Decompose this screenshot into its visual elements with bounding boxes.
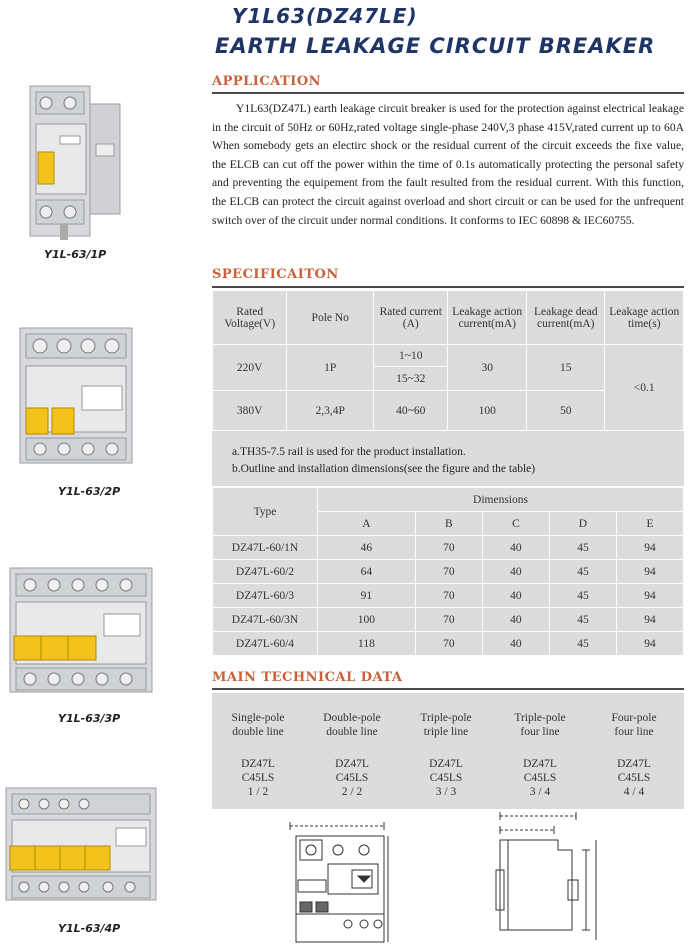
technical-divider <box>212 688 684 690</box>
tech-line2: four line <box>520 726 560 738</box>
dim-value: 40 <box>482 584 549 608</box>
technical-column <box>212 711 304 799</box>
spec-note-a: a.TH35-7.5 rail is used for the product installation. <box>232 446 466 458</box>
dim-type: DZ47L-60/3 <box>213 584 318 608</box>
model-title: Y1L63(DZ47LE) <box>232 4 418 28</box>
dim-value: 70 <box>415 584 482 608</box>
spec-note-b: b.Outline and installation dimensions(see the figure and the table) <box>232 463 536 475</box>
tech-line2: double line <box>232 726 284 738</box>
product-caption-2p: Y1L-63/2P <box>58 485 121 498</box>
table-row <box>213 632 684 656</box>
dim-value: 64 <box>318 560 416 584</box>
dim-value: 45 <box>549 608 616 632</box>
tech-model1: DZ47L <box>429 758 463 770</box>
dimensions-table <box>212 487 684 656</box>
dim-value: 40 <box>482 608 549 632</box>
tech-line1: Four-pole <box>611 712 657 724</box>
technical-column <box>588 711 680 799</box>
breaker-4p-image <box>4 786 162 914</box>
dim-type: DZ47L-60/2 <box>213 560 318 584</box>
dim-value: 91 <box>318 584 416 608</box>
tech-line2: four line <box>614 726 654 738</box>
dim-value: 40 <box>482 632 549 656</box>
tech-model2: C45LS <box>617 772 651 784</box>
front-outline-drawing <box>288 818 408 946</box>
dim-value: 70 <box>415 632 482 656</box>
spec-cell: 1P <box>287 345 374 391</box>
spec-cell: 30 <box>448 345 527 391</box>
technical-heading: MAIN TECHNICAL DATA <box>212 670 403 685</box>
spec-cell: 40~60 <box>374 391 448 431</box>
spec-cell: 15 <box>526 345 605 391</box>
tech-model1: DZ47L <box>617 758 651 770</box>
specification-divider <box>212 286 684 288</box>
tech-ratio: 3 / 3 <box>435 786 457 798</box>
tech-model2: C45LS <box>523 772 557 784</box>
dim-value: 40 <box>482 560 549 584</box>
application-divider <box>212 92 684 94</box>
tech-line1: Double-pole <box>323 712 381 724</box>
dim-col-b: B <box>415 512 482 536</box>
spec-header-voltage: Rated Voltage(V) <box>213 291 287 345</box>
dim-type: DZ47L-60/1N <box>213 536 318 560</box>
spec-cell: 220V <box>213 345 287 391</box>
technical-column <box>494 711 586 799</box>
spec-cell: 1~10 <box>374 345 448 367</box>
spec-cell: 380V <box>213 391 287 431</box>
dimensions-panel <box>212 487 684 655</box>
spec-header-poles: Pole No <box>287 291 374 345</box>
dim-value: 45 <box>549 536 616 560</box>
spec-cell: 15~32 <box>374 367 448 391</box>
tech-model2: C45LS <box>241 772 275 784</box>
breaker-1p-image <box>20 84 140 244</box>
dim-value: 70 <box>415 560 482 584</box>
tech-line1: Triple-pole <box>514 712 566 724</box>
dim-value: 45 <box>549 632 616 656</box>
spec-header-time: Leakage action time(s) <box>605 291 684 345</box>
dim-col-c: C <box>482 512 549 536</box>
tech-model2: C45LS <box>429 772 463 784</box>
tech-ratio: 3 / 4 <box>529 786 551 798</box>
page-title: EARTH LEAKAGE CIRCUIT BREAKER <box>215 34 656 58</box>
side-outline-drawing <box>488 810 600 946</box>
application-text: Y1L63(DZ47L) earth leakage circuit breaker is used for the protection against electrical leakage in the circuit of 50Hz or 60Hz,rated voltage single-phase 240V,3 phase 415V,rated current up to 60A When somebody gets an electirc shock or the residual current of the circuit exceeds the fixe value, the ELCB can cut off the power within the time of 0.1s automatically protecting the personal safety and preventing the equipement from the fault resulted from the residual current. With this function, the ELCB can protect the circuit against overload and short circuit or can be used for the unfrequent switch over of the circuit under normal conditions. It conforms to IEC 60898 & IEC60755. <box>212 102 684 227</box>
dim-value: 40 <box>482 536 549 560</box>
dim-value: 94 <box>616 632 683 656</box>
dim-value: 94 <box>616 584 683 608</box>
dim-type: DZ47L-60/3N <box>213 608 318 632</box>
product-caption-3p: Y1L-63/3P <box>58 712 121 725</box>
tech-ratio: 1 / 2 <box>247 786 269 798</box>
dim-value: 118 <box>318 632 416 656</box>
spec-header-dead: Leakage dead current(mA) <box>526 291 605 345</box>
dim-col-d: D <box>549 512 616 536</box>
tech-line2: double line <box>326 726 378 738</box>
dim-type: DZ47L-60/4 <box>213 632 318 656</box>
tech-line1: Triple-pole <box>420 712 472 724</box>
table-row <box>213 584 684 608</box>
dim-value: 70 <box>415 608 482 632</box>
technical-column <box>306 711 398 799</box>
spec-cell-time: <0.1 <box>605 345 684 431</box>
dim-col-a: A <box>318 512 416 536</box>
tech-model1: DZ47L <box>241 758 275 770</box>
breaker-2p-image <box>12 326 152 476</box>
specification-table <box>212 290 684 431</box>
breaker-3p-image <box>6 566 158 704</box>
technical-column <box>400 711 492 799</box>
specification-panel <box>212 290 684 486</box>
dim-col-e: E <box>616 512 683 536</box>
tech-model1: DZ47L <box>523 758 557 770</box>
spec-cell: 2,3,4P <box>287 391 374 431</box>
table-row <box>213 608 684 632</box>
table-row <box>213 536 684 560</box>
dim-value: 94 <box>616 608 683 632</box>
spec-cell: 50 <box>526 391 605 431</box>
dim-header-group: Dimensions <box>318 488 684 512</box>
product-caption-4p: Y1L-63/4P <box>58 922 121 935</box>
tech-ratio: 4 / 4 <box>623 786 645 798</box>
table-row <box>213 560 684 584</box>
dim-value: 94 <box>616 536 683 560</box>
dim-header-type: Type <box>213 488 318 536</box>
specification-heading: SPECIFICAITON <box>212 267 339 282</box>
dim-value: 45 <box>549 584 616 608</box>
product-caption-1p: Y1L-63/1P <box>44 248 107 261</box>
dim-value: 46 <box>318 536 416 560</box>
tech-ratio: 2 / 2 <box>341 786 363 798</box>
tech-line1: Single-pole <box>231 712 285 724</box>
application-heading: APPLICATION <box>212 74 322 89</box>
dim-value: 94 <box>616 560 683 584</box>
spec-header-action: Leakage action current(mA) <box>448 291 527 345</box>
spec-header-current: Rated current (A) <box>374 291 448 345</box>
tech-line2: triple line <box>423 726 469 738</box>
dim-value: 45 <box>549 560 616 584</box>
technical-panel <box>212 693 684 809</box>
dim-value: 100 <box>318 608 416 632</box>
dim-value: 70 <box>415 536 482 560</box>
tech-model1: DZ47L <box>335 758 369 770</box>
tech-model2: C45LS <box>335 772 369 784</box>
spec-cell: 100 <box>448 391 527 431</box>
